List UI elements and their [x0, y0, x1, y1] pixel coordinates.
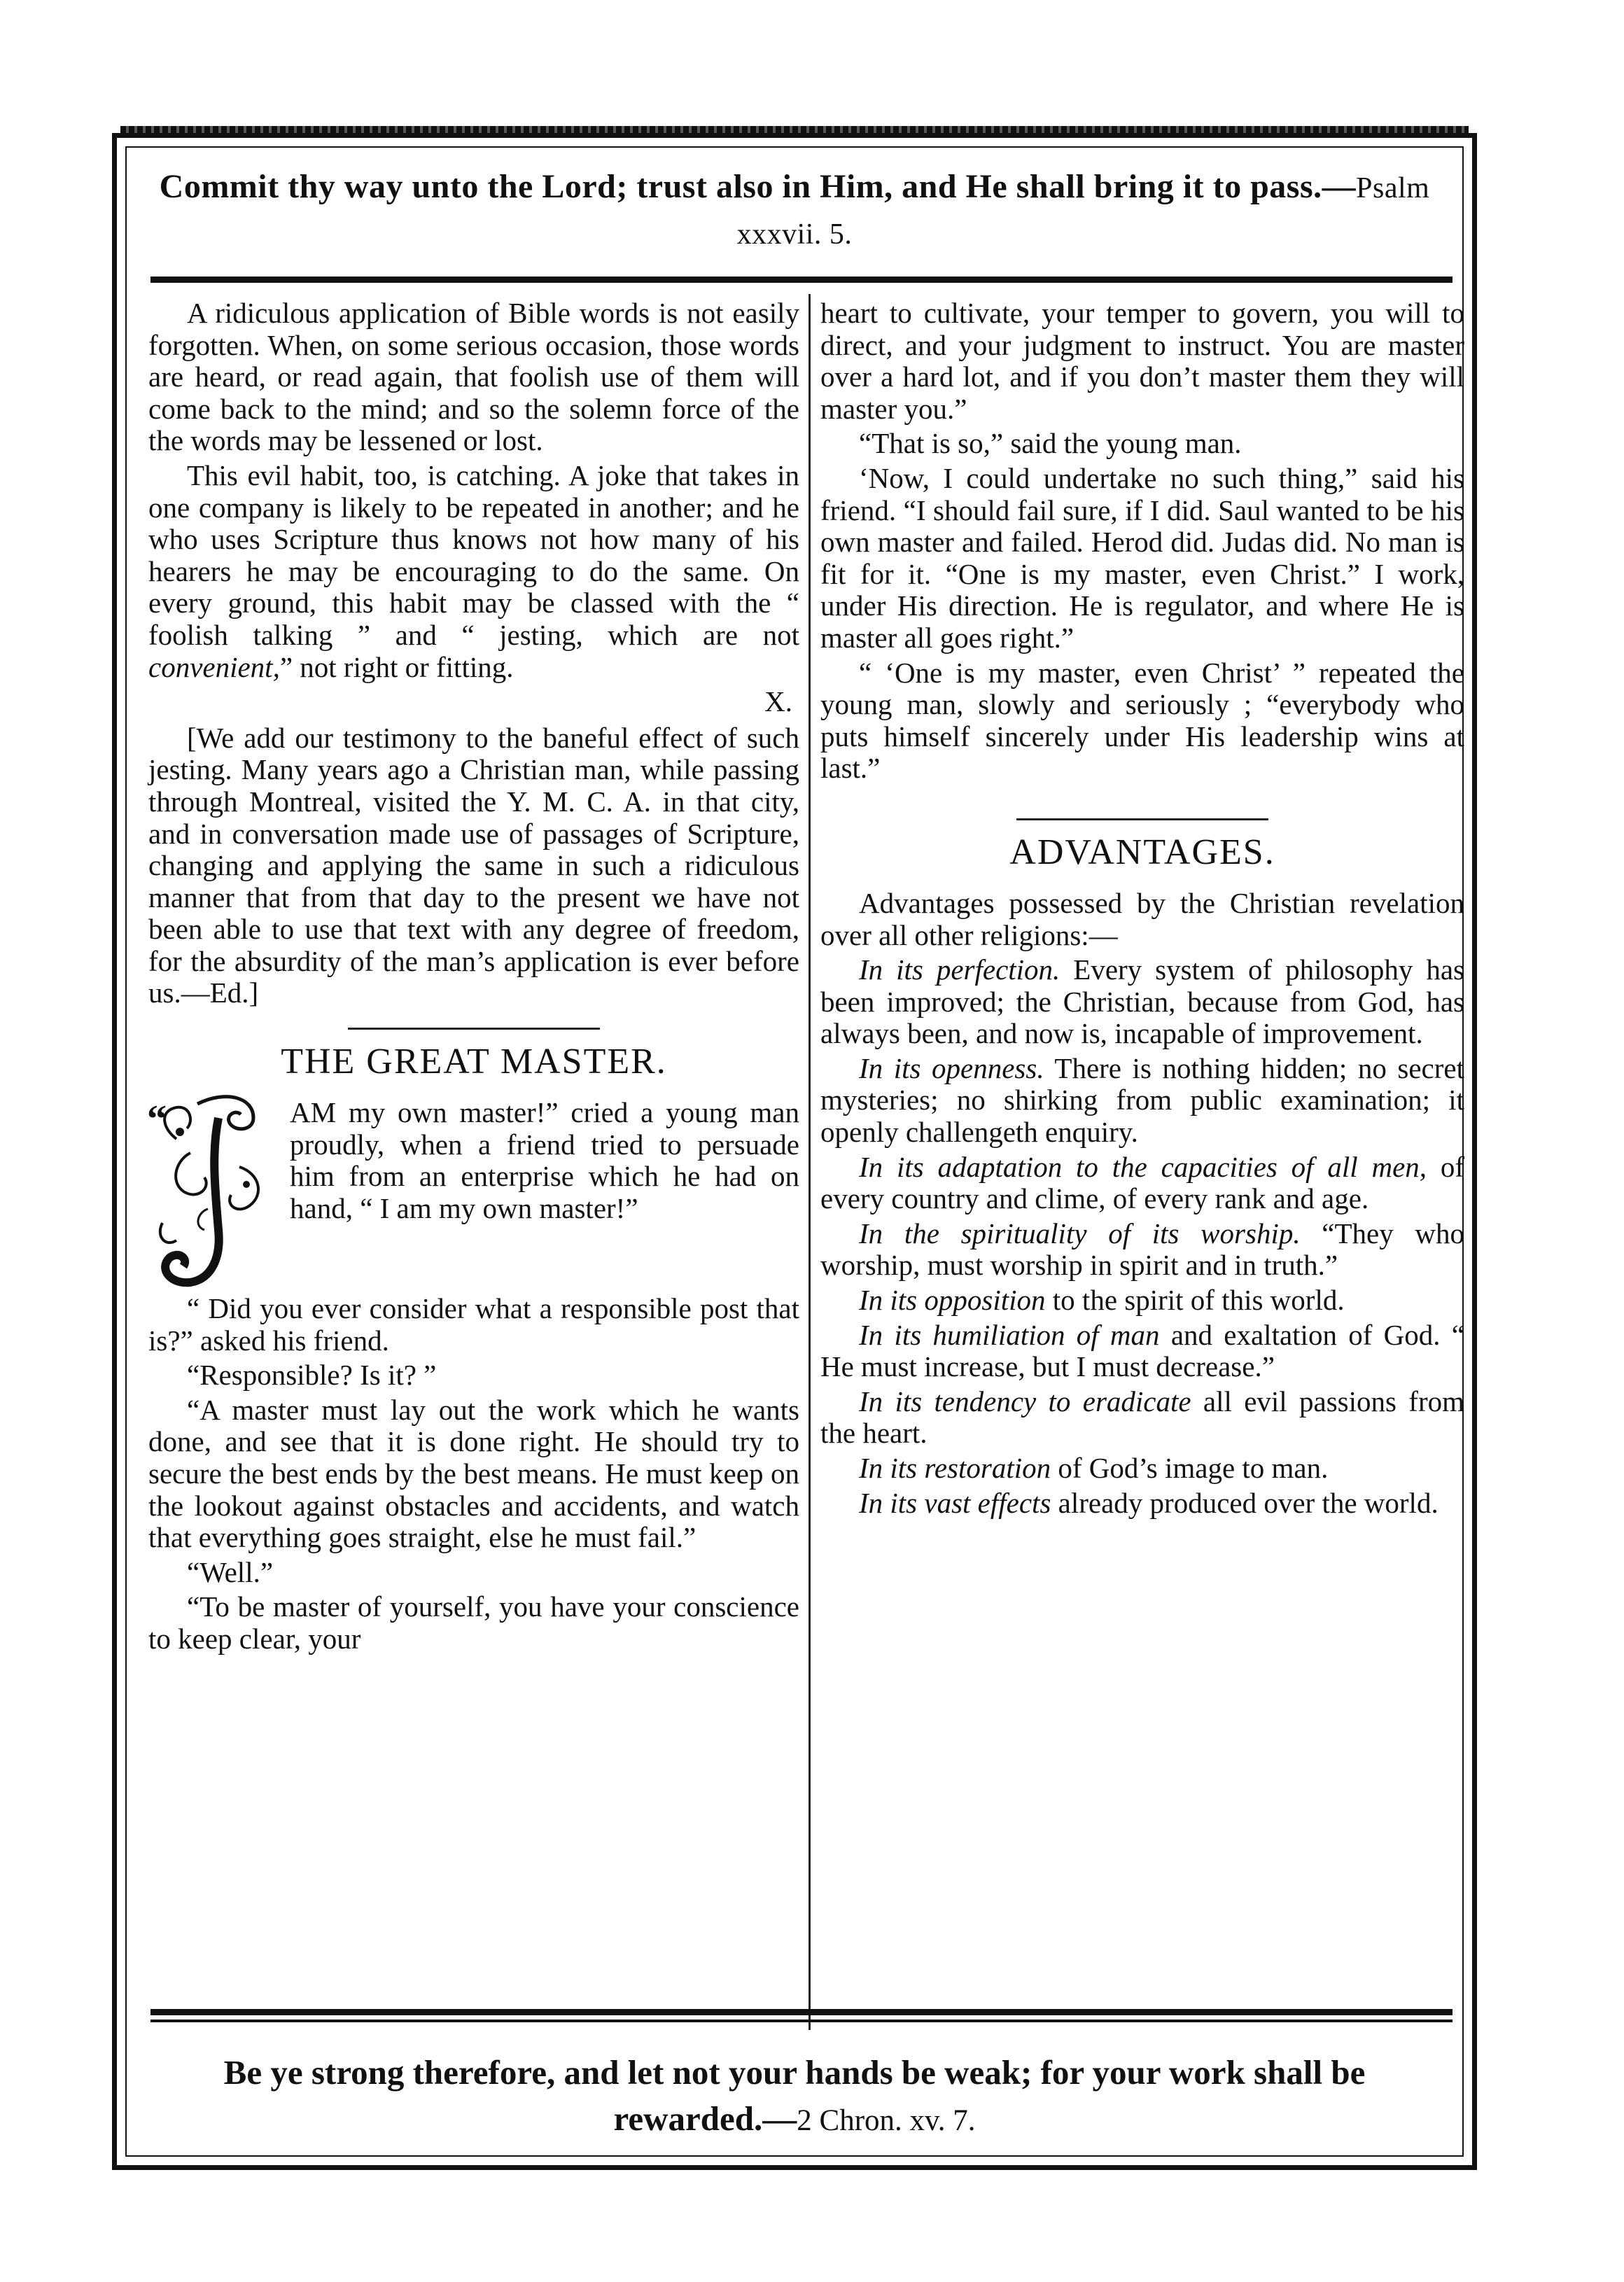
advantage-heading: In its perfection. — [859, 953, 1060, 986]
advantage-item — [820, 1053, 1464, 1149]
paragraph-text: This evil habit, too, is catching. A joke that takes in one company is likely to be repeated in another; and he who uses Scripture thus knows not how many of his hearers he may be encouraging to do the same. On every ground, this habit may be classed with the “ foolish talking ” and “ jesting, which are not — [148, 458, 799, 651]
footer-rule — [150, 2009, 1452, 2015]
paragraph: A ridiculous application of Bible words is not easily forgotten. When, on some serious occasion, those words are heard, or read again, that foolish use of them will come back to the mind; and so the solemn force of the the words may be lessened or lost. — [148, 297, 799, 457]
advantage-text: of God’s image to man. — [1051, 1452, 1329, 1484]
advantage-heading: In its openness. — [859, 1051, 1044, 1084]
footer-verse-text: Be ye strong therefore, and let not your hands be weak; for your work shall be rewarded.— — [223, 2053, 1366, 2138]
advantage-text: to the spirit of this world. — [1045, 1284, 1345, 1317]
advantage-heading: In its humiliation of man — [859, 1318, 1160, 1351]
footer-verse-reference: 2 Chron. xv. 7. — [797, 2104, 976, 2137]
section-rule — [1016, 818, 1268, 820]
paragraph — [148, 460, 799, 683]
advantage-text: already produced over the world. — [1051, 1486, 1438, 1519]
right-column — [820, 298, 1464, 1522]
advantage-item — [820, 1284, 1464, 1317]
advantage-item — [820, 1218, 1464, 1282]
advantage-text: Every system of philosophy has been improved; the Christian, because from God, has always been, and now is, incapable of improvement. — [820, 953, 1464, 1050]
advantage-heading: In the spirituality of its worship. — [859, 1217, 1301, 1250]
paragraph: AM my own master!” cried a young man proudly, when a friend tried to persuade him from an enterprise which he had on hand, “ I am my own master!” — [290, 1096, 799, 1224]
advantage-item — [820, 1452, 1464, 1485]
advantage-item — [820, 1386, 1464, 1450]
section-title-advantages: ADVANTAGES. — [1009, 832, 1275, 872]
left-column — [148, 298, 799, 1658]
section-rule — [348, 1028, 600, 1030]
advantage-heading: In its tendency to eradicate — [859, 1385, 1191, 1418]
header-verse — [150, 164, 1438, 257]
paragraph: “ ‘One is my master, even Christ’ ” repeated the young man, slowly and seriously ; “everybody who puts himself sincerely under His leadership wins at last.” — [820, 656, 1464, 785]
paragraph: ‘Now, I could undertake no such thing,” said his friend. “I should fail sure, if I did. Saul wanted to be his own master and failed. Herod did. Judas did. No man is fit for it. “One is my master, even Christ.” I work, under His direction. He is regulator, and where He is master all goes right.” — [820, 461, 1464, 654]
paragraph-text: ” not right or fitting. — [279, 650, 514, 683]
advantage-heading: In its adaptation to the capacities of all men, — [859, 1150, 1427, 1183]
ornamental-dropcap-icon — [148, 1090, 281, 1293]
dropcap-paragraph — [148, 1097, 799, 1293]
paragraph: “That is so,” said the young man. — [859, 427, 1242, 460]
paragraph: “To be master of yourself, you have your conscience to keep clear, your — [148, 1590, 799, 1655]
footer-verse — [150, 2050, 1438, 2144]
top-border-rule — [120, 126, 1469, 133]
paragraph: “Well.” — [187, 1555, 274, 1588]
advantage-item — [820, 954, 1464, 1050]
paragraph: “Responsible? Is it? ” — [187, 1359, 437, 1392]
paragraph: “A master must lay out the work which he wants done, and see that it is done right. He should try to secure the best ends by the best means. He must keep on the lookout against obstacles and accidents, and watch that everything goes straight, else he must fail.” — [148, 1393, 799, 1554]
advantage-item — [820, 1320, 1464, 1383]
column-divider — [808, 294, 811, 2030]
editor-note: [We add our testimony to the baneful effect of such jesting. Many years ago a Christian man, while passing through Montreal, visited the Y. M. C. A. in that city, and in conversation made use of passages of Scripture, changing and applying the same in such a ridiculous manner that from that day to the present we have not been able to use that text with any degree of freedom, for the absurdity of the man’s application is ever before us.—Ed.] — [148, 721, 799, 1009]
header-verse-text: Commit thy way unto the Lord; trust also in Him, and He shall bring it to pass.— — [159, 168, 1357, 205]
paragraph: Advantages possessed by the Christian revelation over all other religions:— — [820, 886, 1464, 951]
signature: X. — [764, 685, 792, 718]
advantage-text: of every country and clime, of every rank and age. — [820, 1150, 1465, 1215]
advantage-text: “They who worship, must worship in spirit and in truth.” — [820, 1217, 1464, 1282]
advantage-text: all evil passions from the heart. — [820, 1385, 1464, 1450]
footer-rule-thin — [150, 2019, 1452, 2022]
advantages-list — [820, 954, 1464, 1519]
advantage-heading: In its opposition — [859, 1284, 1046, 1317]
emphasis-text: convenient, — [148, 650, 280, 683]
advantage-item — [820, 1152, 1464, 1215]
paragraph: heart to cultivate, your temper to govern, you will to direct, and your judgment to instruct. You are master over a hard lot, and if you don’t master them they will master you.” — [820, 297, 1464, 425]
advantage-text: and exaltation of God. “ He must increase, but I must decrease.” — [820, 1318, 1464, 1383]
advantage-heading: In its vast effects — [859, 1486, 1051, 1519]
header-rule — [150, 276, 1452, 283]
advantage-text: There is nothing hidden; no secret mysteries; no shirking from public examination; it openly challengeth enquiry. — [820, 1051, 1464, 1149]
header-verse-reference: Psalm xxxvii. 5. — [736, 172, 1430, 251]
paragraph: “ Did you ever consider what a responsible post that is?” asked his friend. — [148, 1292, 799, 1357]
opening-quote: “ — [147, 1098, 167, 1142]
advantage-heading: In its restoration — [859, 1452, 1051, 1484]
advantage-item — [820, 1488, 1464, 1520]
section-title-great-master: THE GREAT MASTER. — [281, 1042, 667, 1082]
